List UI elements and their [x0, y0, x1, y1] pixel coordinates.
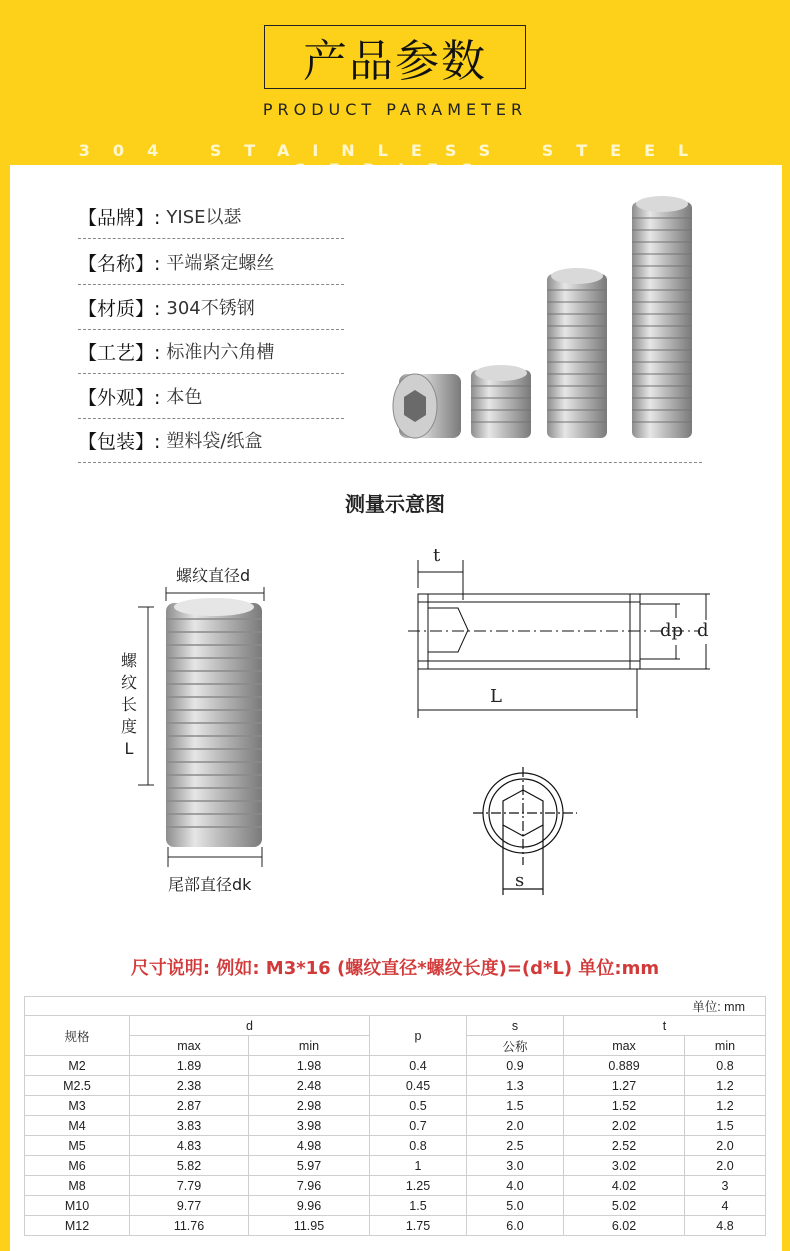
- table-cell: 9.96: [249, 1196, 370, 1216]
- group-header-d: d: [130, 1016, 370, 1036]
- table-cell: M8: [25, 1176, 130, 1196]
- table-cell: M6: [25, 1156, 130, 1176]
- table-cell: M5: [25, 1136, 130, 1156]
- table-cell: 0.8: [685, 1056, 766, 1076]
- sub-header: max: [130, 1036, 249, 1056]
- table-row: [25, 1156, 766, 1176]
- group-header-s: s: [467, 1016, 564, 1036]
- table-cell: 2.02: [564, 1116, 685, 1136]
- series-banner: 304 STAINLESS STEEL: [78, 141, 712, 160]
- table-cell: 2.48: [249, 1076, 370, 1096]
- table-cell: 6.02: [564, 1216, 685, 1236]
- table-cell: 7.96: [249, 1176, 370, 1196]
- attr-key: 【包装】:: [78, 430, 161, 453]
- table-cell: 1.2: [685, 1076, 766, 1096]
- table-row: [25, 1176, 766, 1196]
- attr-process: [78, 329, 344, 374]
- s-label: s: [515, 870, 525, 891]
- table-cell: 0.4: [370, 1056, 467, 1076]
- attr-name: [78, 240, 344, 285]
- table-cell: 0.5: [370, 1096, 467, 1116]
- table-row: [25, 1116, 766, 1136]
- table-row: [25, 1056, 766, 1076]
- table-cell: M4: [25, 1116, 130, 1136]
- attr-key: 【名称】:: [78, 252, 161, 275]
- thread-length-char: 螺: [120, 651, 137, 670]
- d-label: d: [697, 620, 709, 641]
- attr-value: 塑料袋/纸盒: [166, 431, 263, 452]
- thread-length-char: 度: [120, 717, 137, 736]
- table-cell: 1.27: [564, 1076, 685, 1096]
- table-cell: 4.02: [564, 1176, 685, 1196]
- table-cell: 5.02: [564, 1196, 685, 1216]
- table-cell: 3.98: [249, 1116, 370, 1136]
- table-cell: 3: [685, 1176, 766, 1196]
- dp-label: dp: [660, 620, 684, 641]
- table-cell: 2.0: [685, 1136, 766, 1156]
- table-cell: 7.79: [130, 1176, 249, 1196]
- table-cell: 5.97: [249, 1156, 370, 1176]
- table-cell: 0.7: [370, 1116, 467, 1136]
- product-photo: [385, 190, 705, 450]
- attr-value: 本色: [166, 387, 203, 408]
- thread-length-char: 长: [120, 695, 137, 714]
- table-row: [25, 1216, 766, 1236]
- table-cell: M2: [25, 1056, 130, 1076]
- table-row: [25, 1196, 766, 1216]
- sub-header: max: [564, 1036, 685, 1056]
- table-cell: 2.5: [467, 1136, 564, 1156]
- table-cell: 1: [370, 1156, 467, 1176]
- table-cell: 4.98: [249, 1136, 370, 1156]
- table-cell: 2.0: [685, 1156, 766, 1176]
- spec-table: [24, 996, 766, 1236]
- attr-material: [78, 285, 344, 330]
- table-cell: 0.9: [467, 1056, 564, 1076]
- table-cell: 3.83: [130, 1116, 249, 1136]
- attr-key: 【材质】:: [78, 297, 161, 320]
- thread-diameter-label: 螺纹直径d: [176, 566, 251, 585]
- attr-packaging: [78, 418, 344, 462]
- table-cell: 1.52: [564, 1096, 685, 1116]
- table-cell: 0.45: [370, 1076, 467, 1096]
- table-cell: 0.889: [564, 1056, 685, 1076]
- table-cell: 1.3: [467, 1076, 564, 1096]
- table-cell: 2.38: [130, 1076, 249, 1096]
- attr-key: 【工艺】:: [78, 341, 161, 364]
- attr-value: 标准内六角槽: [166, 342, 275, 363]
- thread-length-char: L: [124, 739, 134, 758]
- header: [0, 0, 790, 165]
- spec-header: 规格: [25, 1016, 130, 1056]
- table-cell: 1.5: [370, 1196, 467, 1216]
- L-label: L: [490, 686, 502, 707]
- thread-length-char: 纹: [120, 673, 137, 692]
- sub-header: min: [685, 1036, 766, 1056]
- table-cell: 2.0: [467, 1116, 564, 1136]
- table-cell: M3: [25, 1096, 130, 1116]
- table-row: [25, 1096, 766, 1116]
- table-cell: 5.82: [130, 1156, 249, 1176]
- table-cell: 4.83: [130, 1136, 249, 1156]
- sub-header: min: [249, 1036, 370, 1056]
- t-label: t: [433, 545, 441, 566]
- table-cell: 1.5: [685, 1116, 766, 1136]
- table-cell: 1.25: [370, 1176, 467, 1196]
- table-cell: 4.0: [467, 1176, 564, 1196]
- table-cell: 4: [685, 1196, 766, 1216]
- attr-value: 平端紧定螺丝: [166, 253, 275, 274]
- table-row: [25, 1076, 766, 1096]
- attr-key: 【外观】:: [78, 386, 161, 409]
- unit-label: 单位: mm: [25, 997, 766, 1016]
- table-cell: 1.98: [249, 1056, 370, 1076]
- end-view-drawing: [465, 765, 585, 905]
- table-cell: 3.0: [467, 1156, 564, 1176]
- table-cell: 11.95: [249, 1216, 370, 1236]
- table-cell: 2.98: [249, 1096, 370, 1116]
- table-cell: 1.5: [467, 1096, 564, 1116]
- diagram-title: 测量示意图: [345, 492, 445, 516]
- attr-value: 304不锈钢: [166, 298, 255, 319]
- table-cell: M12: [25, 1216, 130, 1236]
- table-cell: M10: [25, 1196, 130, 1216]
- table-cell: 1.2: [685, 1096, 766, 1116]
- end-diameter-label: 尾部直径dk: [168, 875, 252, 894]
- attr-value: YISE以瑟: [166, 207, 242, 228]
- divider: [78, 462, 702, 463]
- group-header-p: p: [370, 1016, 467, 1056]
- table-cell: 9.77: [130, 1196, 249, 1216]
- page-subtitle: PRODUCT PARAMETER: [262, 100, 528, 119]
- table-cell: 2.52: [564, 1136, 685, 1156]
- attr-key: 【品牌】:: [78, 206, 161, 229]
- table-cell: 6.0: [467, 1216, 564, 1236]
- table-cell: 1.89: [130, 1056, 249, 1076]
- group-header-t: t: [564, 1016, 766, 1036]
- table-cell: M2.5: [25, 1076, 130, 1096]
- attr-appearance: [78, 374, 344, 419]
- table-cell: 5.0: [467, 1196, 564, 1216]
- sub-header: 公称: [467, 1036, 564, 1056]
- table-cell: 4.8: [685, 1216, 766, 1236]
- attr-brand: [78, 194, 344, 239]
- table-cell: 3.02: [564, 1156, 685, 1176]
- page-title: 产品参数: [264, 25, 526, 89]
- table-row: [25, 1136, 766, 1156]
- dimension-note: 尺寸说明: 例如: M3*16 (螺纹直径*螺纹长度)=(d*L) 单位:mm: [130, 958, 660, 979]
- table-cell: 2.87: [130, 1096, 249, 1116]
- table-cell: 1.75: [370, 1216, 467, 1236]
- table-cell: 11.76: [130, 1216, 249, 1236]
- table-cell: 0.8: [370, 1136, 467, 1156]
- screw-side-illustration: [130, 585, 280, 870]
